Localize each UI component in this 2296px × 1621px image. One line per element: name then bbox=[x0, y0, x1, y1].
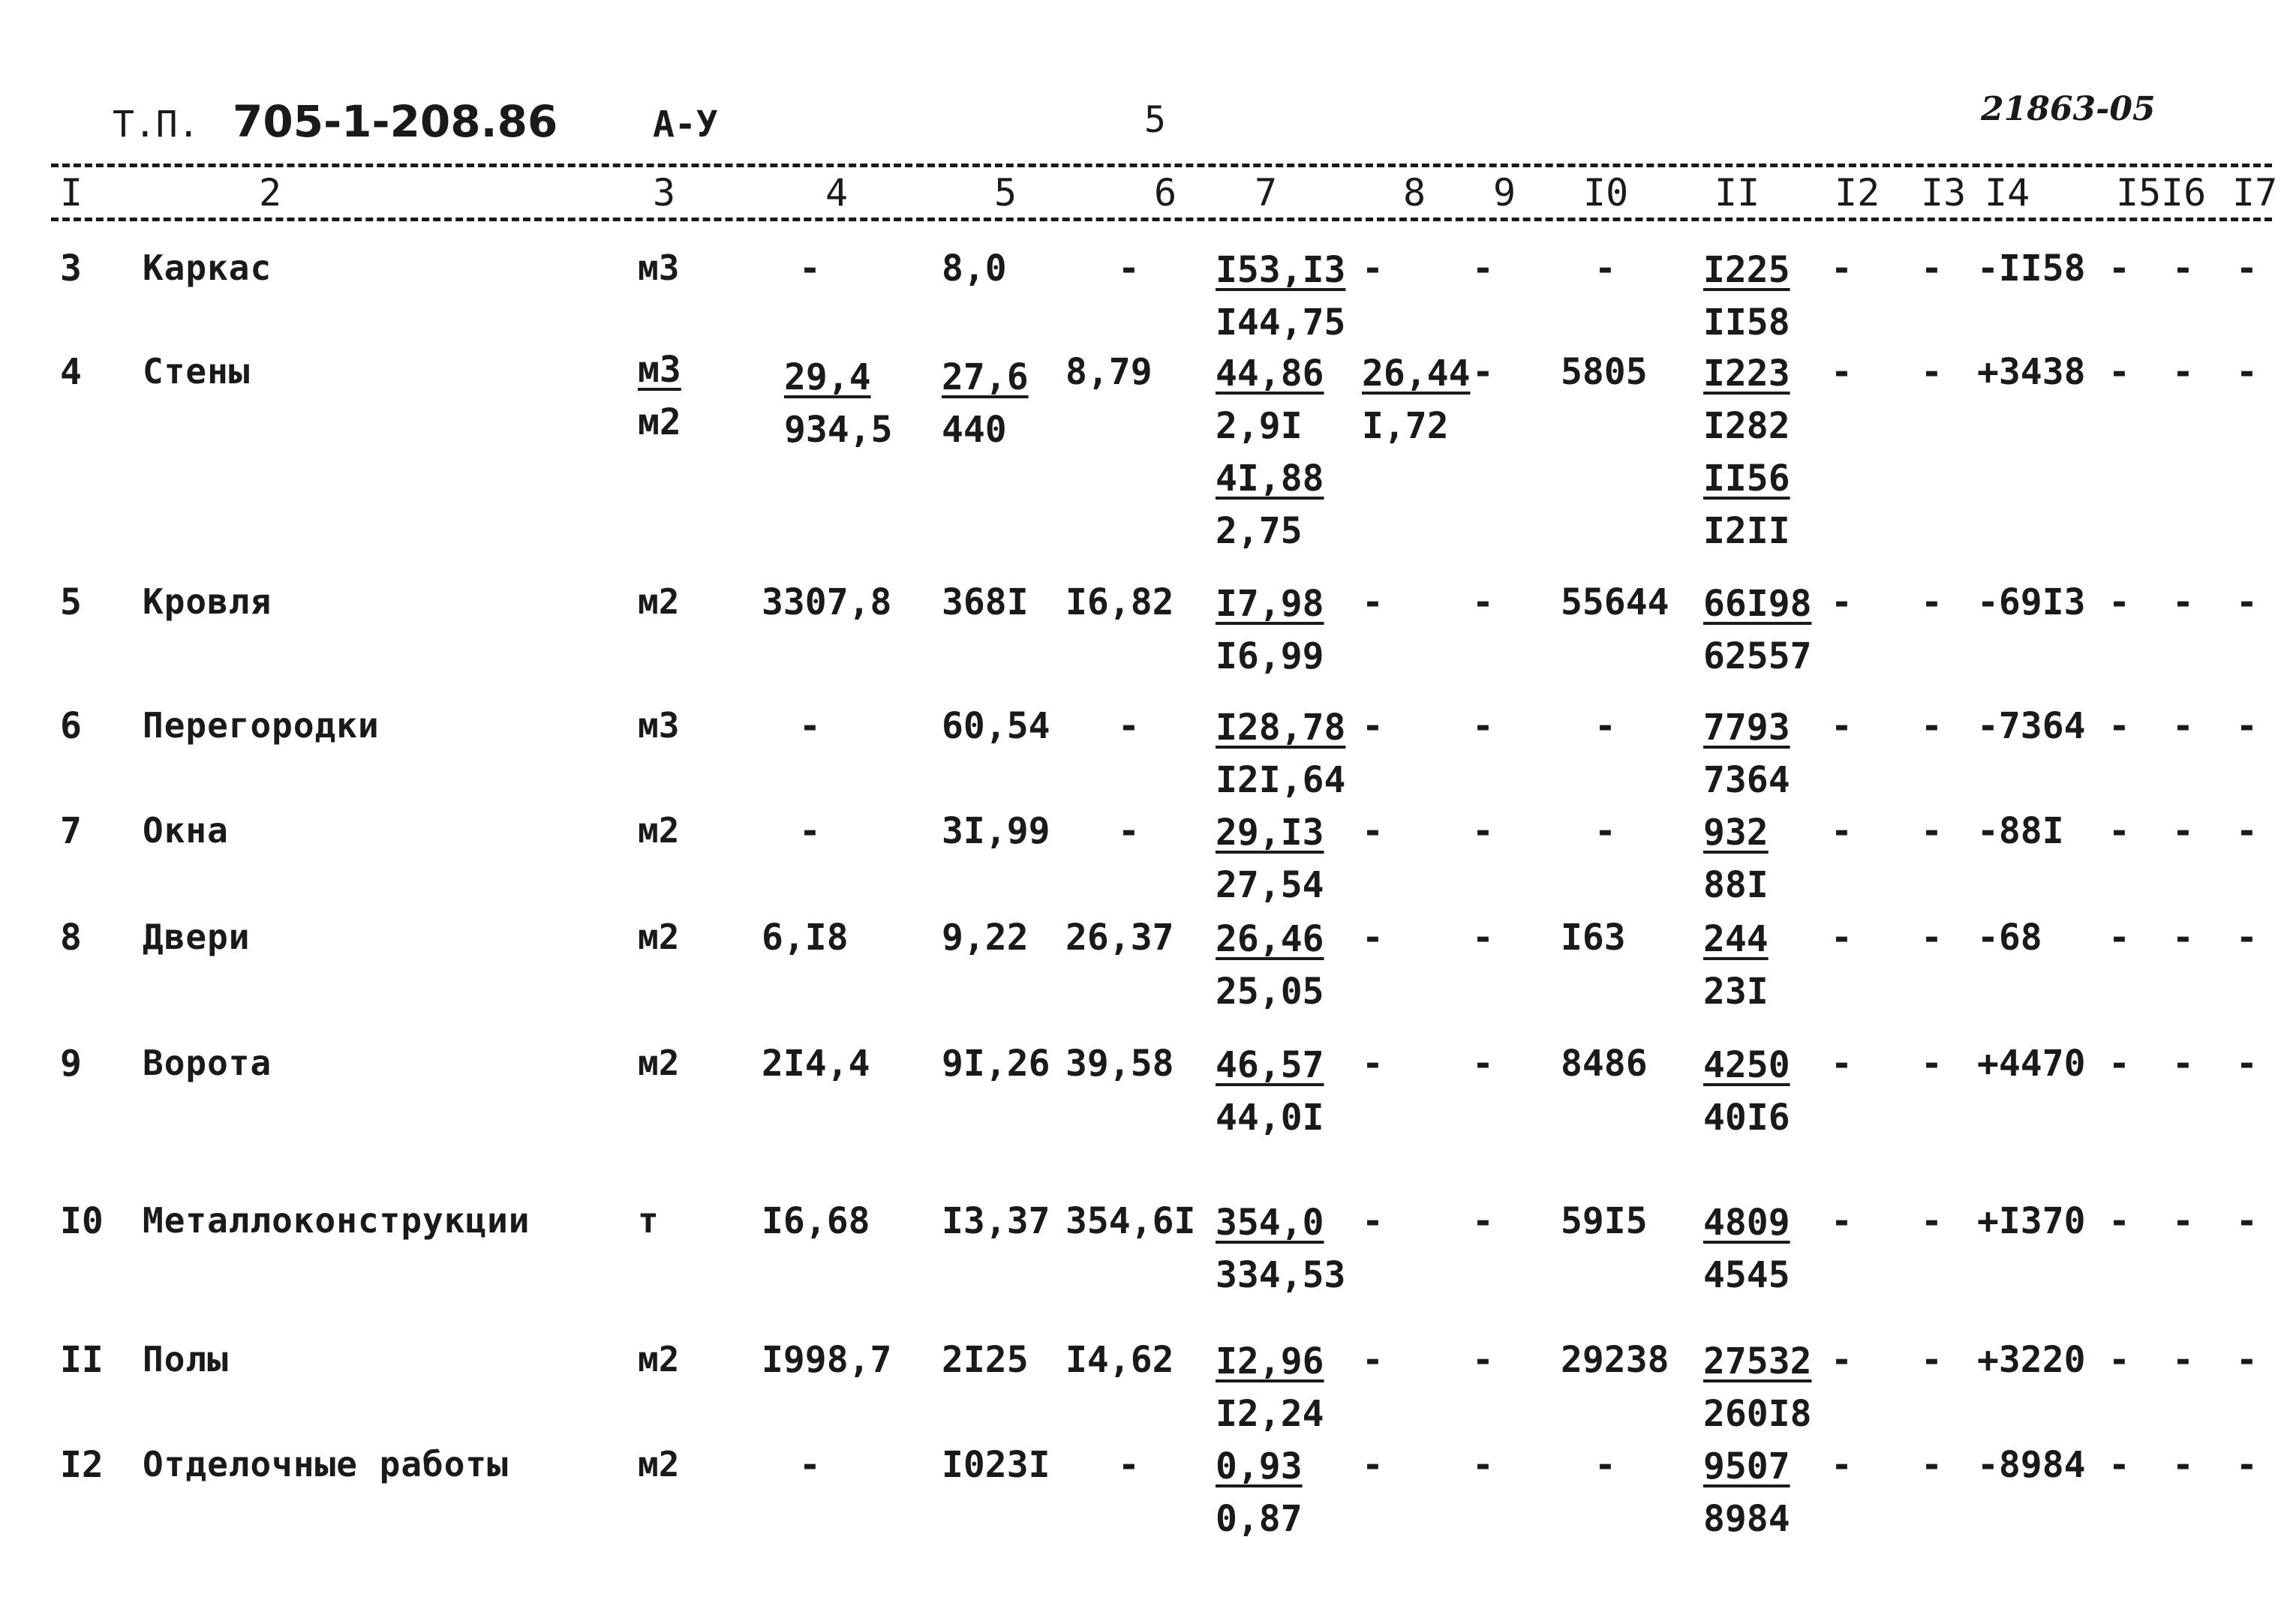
col-7-numerator: 46,57 bbox=[1216, 1044, 1324, 1086]
col-11-numerator: I223 bbox=[1703, 353, 1790, 395]
col-7-numerator: I7,98 bbox=[1216, 583, 1324, 625]
col-12: - bbox=[1831, 351, 1853, 393]
col-9: - bbox=[1472, 1444, 1494, 1486]
work-name: Отделочные работы bbox=[143, 1444, 509, 1484]
row-number: 3 bbox=[60, 248, 82, 290]
col-7 bbox=[1216, 1039, 1324, 1144]
column-number: I0 bbox=[1583, 171, 1629, 215]
row-number: 6 bbox=[60, 705, 82, 747]
col-14: +3220 bbox=[1977, 1339, 2086, 1381]
col-7 bbox=[1216, 1196, 1345, 1301]
col-6: 354,6I bbox=[1065, 1200, 1196, 1242]
col-5: 8,0 bbox=[942, 248, 1007, 290]
col-14: -68 bbox=[1977, 917, 2042, 959]
col-7-extra bbox=[1216, 452, 1324, 557]
col-7-denominator: 27,54 bbox=[1216, 864, 1324, 906]
col-11 bbox=[1703, 347, 1790, 452]
row-number: 9 bbox=[60, 1043, 82, 1085]
column-number: I4 bbox=[1985, 171, 2030, 215]
col-7 bbox=[1216, 1440, 1303, 1545]
col-7-numerator: 44,86 bbox=[1216, 353, 1324, 395]
col-12: - bbox=[1831, 581, 1853, 623]
col-16: - bbox=[2172, 917, 2194, 959]
doc-prefix: Т.П. bbox=[113, 104, 200, 146]
col-17: - bbox=[2236, 1200, 2258, 1242]
col-5-denominator: 440 bbox=[942, 409, 1007, 451]
column-number: 6 bbox=[1154, 171, 1177, 215]
unit: м3 bbox=[638, 705, 680, 746]
col-8: - bbox=[1362, 248, 1384, 290]
col-4: - bbox=[799, 1444, 821, 1486]
col-8: - bbox=[1362, 917, 1384, 959]
column-number: 7 bbox=[1255, 171, 1278, 215]
col-9: - bbox=[1472, 1339, 1494, 1381]
col-8: - bbox=[1362, 581, 1384, 623]
col-11 bbox=[1703, 701, 1790, 806]
col-8: - bbox=[1362, 1444, 1384, 1486]
col-9: - bbox=[1472, 351, 1494, 393]
col-14: +4470 bbox=[1977, 1043, 2086, 1085]
col-13: - bbox=[1921, 1339, 1943, 1381]
col-11-numerator: 4250 bbox=[1703, 1044, 1790, 1086]
col-9: - bbox=[1472, 1200, 1494, 1242]
col-6: 39,58 bbox=[1065, 1043, 1174, 1085]
col-4: - bbox=[799, 705, 821, 747]
col-15: - bbox=[2108, 248, 2130, 290]
col-11 bbox=[1703, 806, 1769, 911]
col-11-denominator: 62557 bbox=[1703, 635, 1812, 677]
col-10: 5805 bbox=[1561, 351, 1648, 393]
col-8: - bbox=[1362, 810, 1384, 852]
col-9: - bbox=[1472, 1043, 1494, 1085]
col-11-extra-numerator: II56 bbox=[1703, 458, 1790, 500]
col-16: - bbox=[2172, 1043, 2194, 1085]
column-number: I6 bbox=[2161, 171, 2207, 215]
col-7-denominator: I2I,64 bbox=[1216, 759, 1346, 801]
col-4-denominator: 934,5 bbox=[784, 409, 893, 451]
col-7-numerator: 29,I3 bbox=[1216, 812, 1324, 854]
col-6: I4,62 bbox=[1065, 1339, 1174, 1381]
col-4 bbox=[784, 351, 893, 456]
col-12: - bbox=[1831, 810, 1853, 852]
col-4: 2I4,4 bbox=[762, 1043, 870, 1085]
col-12: - bbox=[1831, 917, 1853, 959]
col-10: 29238 bbox=[1561, 1339, 1669, 1381]
col-11-numerator: 66I98 bbox=[1703, 583, 1812, 625]
header-rule-bottom bbox=[51, 218, 2272, 221]
col-11-denominator: 4545 bbox=[1703, 1254, 1790, 1296]
col-12: - bbox=[1831, 1043, 1853, 1085]
col-11-numerator: I225 bbox=[1703, 249, 1790, 291]
col-4: 3307,8 bbox=[762, 581, 892, 623]
col-12: - bbox=[1831, 248, 1853, 290]
col-15: - bbox=[2108, 581, 2130, 623]
col-11-numerator: 4809 bbox=[1703, 1202, 1790, 1244]
col-17: - bbox=[2236, 917, 2258, 959]
col-15: - bbox=[2108, 351, 2130, 393]
col-7-denominator: I6,99 bbox=[1216, 635, 1324, 677]
column-number: 8 bbox=[1403, 171, 1426, 215]
col-13: - bbox=[1921, 248, 1943, 290]
col-17: - bbox=[2236, 248, 2258, 290]
col-17: - bbox=[2236, 1339, 2258, 1381]
col-9: - bbox=[1472, 581, 1494, 623]
col-7-numerator: 354,0 bbox=[1216, 1202, 1324, 1244]
col-11-numerator: 7793 bbox=[1703, 707, 1790, 749]
column-number: II bbox=[1714, 171, 1760, 215]
col-8: - bbox=[1362, 1339, 1384, 1381]
col-16: - bbox=[2172, 705, 2194, 747]
col-5: 60,54 bbox=[942, 705, 1050, 747]
col-14: +3438 bbox=[1977, 351, 2086, 393]
col-8 bbox=[1362, 347, 1471, 452]
col-11-denominator: 8984 bbox=[1703, 1498, 1790, 1540]
column-number: 2 bbox=[259, 171, 282, 215]
column-number: 4 bbox=[825, 171, 849, 215]
col-11-denominator: 7364 bbox=[1703, 759, 1790, 801]
col-14: -69I3 bbox=[1977, 581, 2086, 623]
row-number: I0 bbox=[60, 1200, 104, 1242]
unit: м2 bbox=[638, 1043, 680, 1083]
row-number: 8 bbox=[60, 917, 82, 959]
col-5: 3I,99 bbox=[942, 810, 1050, 852]
col-12: - bbox=[1831, 705, 1853, 747]
col-7-denominator: I44,75 bbox=[1216, 302, 1346, 344]
col-13: - bbox=[1921, 705, 1943, 747]
col-14: -7364 bbox=[1977, 705, 2086, 747]
row-number: II bbox=[60, 1339, 104, 1381]
col-17: - bbox=[2236, 581, 2258, 623]
col-10: 8486 bbox=[1561, 1043, 1648, 1085]
col-8-denominator: I,72 bbox=[1362, 405, 1449, 447]
col-11-extra-denominator: I2II bbox=[1703, 510, 1790, 552]
col-5-numerator: 27,6 bbox=[942, 356, 1029, 398]
col-7-denominator: 0,87 bbox=[1216, 1498, 1303, 1540]
col-14: +I370 bbox=[1977, 1200, 2086, 1242]
unit: м2 bbox=[638, 917, 680, 957]
col-10: 59I5 bbox=[1561, 1200, 1648, 1242]
work-name: Полы bbox=[143, 1339, 229, 1379]
col-15: - bbox=[2108, 705, 2130, 747]
col-16: - bbox=[2172, 581, 2194, 623]
album-code: А-У bbox=[653, 104, 718, 146]
archive-number: 21863-05 bbox=[1981, 90, 2156, 128]
col-5: 9,22 bbox=[942, 917, 1029, 959]
col-15: - bbox=[2108, 1444, 2130, 1486]
col-11 bbox=[1703, 1039, 1790, 1144]
col-5: 2I25 bbox=[942, 1339, 1029, 1381]
col-12: - bbox=[1831, 1339, 1853, 1381]
col-8: - bbox=[1362, 705, 1384, 747]
col-5: 9I,26 bbox=[942, 1043, 1050, 1085]
col-10: - bbox=[1594, 1444, 1616, 1486]
col-4: I998,7 bbox=[762, 1339, 892, 1381]
col-14: -88I bbox=[1977, 810, 2064, 852]
col-7-numerator: 26,46 bbox=[1216, 918, 1324, 960]
col-6: - bbox=[1118, 1444, 1140, 1486]
col-7-denominator: I2,24 bbox=[1216, 1393, 1324, 1435]
col-17: - bbox=[2236, 810, 2258, 852]
col-7-numerator: I28,78 bbox=[1216, 707, 1346, 749]
col-16: - bbox=[2172, 810, 2194, 852]
column-number: I7 bbox=[2232, 171, 2278, 215]
col-11 bbox=[1703, 1335, 1812, 1440]
row-number: I2 bbox=[60, 1444, 104, 1486]
unit-denominator: м2 bbox=[638, 401, 681, 443]
col-6: 26,37 bbox=[1065, 917, 1174, 959]
row-number: 4 bbox=[60, 351, 82, 393]
col-17: - bbox=[2236, 1444, 2258, 1486]
unit bbox=[638, 344, 681, 449]
col-5: I3,37 bbox=[942, 1200, 1050, 1242]
col-13: - bbox=[1921, 1043, 1943, 1085]
col-11-denominator: 260I8 bbox=[1703, 1393, 1812, 1435]
col-7-denominator: 334,53 bbox=[1216, 1254, 1346, 1296]
col-7-extra-denominator: 2,75 bbox=[1216, 510, 1303, 552]
col-11-numerator: 932 bbox=[1703, 812, 1769, 854]
col-13: - bbox=[1921, 810, 1943, 852]
col-7-numerator: 0,93 bbox=[1216, 1445, 1303, 1487]
column-number: I2 bbox=[1835, 171, 1880, 215]
col-10: I63 bbox=[1561, 917, 1626, 959]
col-13: - bbox=[1921, 581, 1943, 623]
col-11-extra bbox=[1703, 452, 1790, 557]
col-7 bbox=[1216, 347, 1324, 452]
row-number: 5 bbox=[60, 581, 82, 623]
col-13: - bbox=[1921, 1200, 1943, 1242]
row-number: 7 bbox=[60, 810, 82, 852]
col-6: I6,82 bbox=[1065, 581, 1174, 623]
col-9: - bbox=[1472, 810, 1494, 852]
col-6: - bbox=[1118, 248, 1140, 290]
col-16: - bbox=[2172, 248, 2194, 290]
col-11 bbox=[1703, 1196, 1790, 1301]
column-number: 3 bbox=[653, 171, 676, 215]
col-7-numerator: I2,96 bbox=[1216, 1340, 1324, 1382]
work-name: Окна bbox=[143, 810, 229, 851]
col-15: - bbox=[2108, 1043, 2130, 1085]
col-11-numerator: 9507 bbox=[1703, 1445, 1790, 1487]
col-15: - bbox=[2108, 810, 2130, 852]
col-14: -8984 bbox=[1977, 1444, 2086, 1486]
column-number: 9 bbox=[1493, 171, 1516, 215]
col-16: - bbox=[2172, 1200, 2194, 1242]
col-7 bbox=[1216, 806, 1324, 911]
col-11 bbox=[1703, 244, 1790, 349]
col-7 bbox=[1216, 244, 1345, 349]
work-name: Ворота bbox=[143, 1043, 272, 1083]
col-10: 55644 bbox=[1561, 581, 1669, 623]
col-9: - bbox=[1472, 248, 1494, 290]
unit: м3 bbox=[638, 248, 680, 288]
column-number: I bbox=[60, 171, 83, 215]
work-name: Каркас bbox=[143, 248, 272, 288]
col-11-denominator: 23I bbox=[1703, 971, 1769, 1013]
col-17: - bbox=[2236, 705, 2258, 747]
col-5: I023I bbox=[942, 1444, 1050, 1486]
work-name: Перегородки bbox=[143, 705, 380, 746]
col-11-numerator: 244 bbox=[1703, 918, 1769, 960]
column-number: I5 bbox=[2116, 171, 2162, 215]
col-11 bbox=[1703, 913, 1769, 1018]
col-16: - bbox=[2172, 1444, 2194, 1486]
col-10: - bbox=[1594, 248, 1616, 290]
unit: м2 bbox=[638, 1444, 680, 1484]
col-8: - bbox=[1362, 1200, 1384, 1242]
col-11-denominator: I282 bbox=[1703, 405, 1790, 447]
col-4: I6,68 bbox=[762, 1200, 870, 1242]
work-name: Двери bbox=[143, 917, 251, 957]
unit: т bbox=[638, 1200, 659, 1241]
col-7 bbox=[1216, 913, 1324, 1018]
col-4-numerator: 29,4 bbox=[784, 356, 871, 398]
page-number: 5 bbox=[1144, 99, 1166, 141]
col-4: 6,I8 bbox=[762, 917, 849, 959]
col-7 bbox=[1216, 578, 1324, 683]
col-17: - bbox=[2236, 351, 2258, 393]
col-7-denominator: 2,9I bbox=[1216, 405, 1303, 447]
unit: м2 bbox=[638, 810, 680, 851]
col-15: - bbox=[2108, 1200, 2130, 1242]
col-14: -II58 bbox=[1977, 248, 2086, 290]
col-8: - bbox=[1362, 1043, 1384, 1085]
col-11-denominator: 40I6 bbox=[1703, 1097, 1790, 1139]
col-11 bbox=[1703, 578, 1812, 683]
col-13: - bbox=[1921, 1444, 1943, 1486]
col-4: - bbox=[799, 248, 821, 290]
col-7-numerator: I53,I3 bbox=[1216, 249, 1346, 291]
col-15: - bbox=[2108, 1339, 2130, 1381]
header-rule-top bbox=[51, 164, 2272, 167]
col-7-denominator: 25,05 bbox=[1216, 971, 1324, 1013]
col-8-numerator: 26,44 bbox=[1362, 353, 1471, 395]
doc-number: 705-1-208.86 bbox=[233, 96, 558, 147]
col-12: - bbox=[1831, 1444, 1853, 1486]
col-7 bbox=[1216, 1335, 1324, 1440]
col-16: - bbox=[2172, 1339, 2194, 1381]
unit: м2 bbox=[638, 581, 680, 622]
column-number: I3 bbox=[1921, 171, 1967, 215]
col-11-denominator: II58 bbox=[1703, 302, 1790, 344]
col-16: - bbox=[2172, 351, 2194, 393]
work-name: Металлоконструкции bbox=[143, 1200, 530, 1241]
col-11-denominator: 88I bbox=[1703, 864, 1769, 906]
col-6: 8,79 bbox=[1065, 351, 1153, 393]
col-10: - bbox=[1594, 810, 1616, 852]
col-5 bbox=[942, 351, 1029, 456]
col-7 bbox=[1216, 701, 1345, 806]
unit: м2 bbox=[638, 1339, 680, 1379]
col-10: - bbox=[1594, 705, 1616, 747]
work-name: Кровля bbox=[143, 581, 272, 622]
col-11-numerator: 27532 bbox=[1703, 1340, 1812, 1382]
col-11 bbox=[1703, 1440, 1790, 1545]
col-7-denominator: 44,0I bbox=[1216, 1097, 1324, 1139]
col-5: 368I bbox=[942, 581, 1029, 623]
col-17: - bbox=[2236, 1043, 2258, 1085]
col-15: - bbox=[2108, 917, 2130, 959]
unit-numerator: м3 bbox=[638, 349, 681, 391]
column-number: 5 bbox=[994, 171, 1017, 215]
col-7-extra-numerator: 4I,88 bbox=[1216, 458, 1324, 500]
col-12: - bbox=[1831, 1200, 1853, 1242]
col-6: - bbox=[1118, 810, 1140, 852]
col-13: - bbox=[1921, 917, 1943, 959]
work-name: Стены bbox=[143, 351, 251, 392]
col-9: - bbox=[1472, 917, 1494, 959]
col-4: - bbox=[799, 810, 821, 852]
col-6: - bbox=[1118, 705, 1140, 747]
col-9: - bbox=[1472, 705, 1494, 747]
col-13: - bbox=[1921, 351, 1943, 393]
